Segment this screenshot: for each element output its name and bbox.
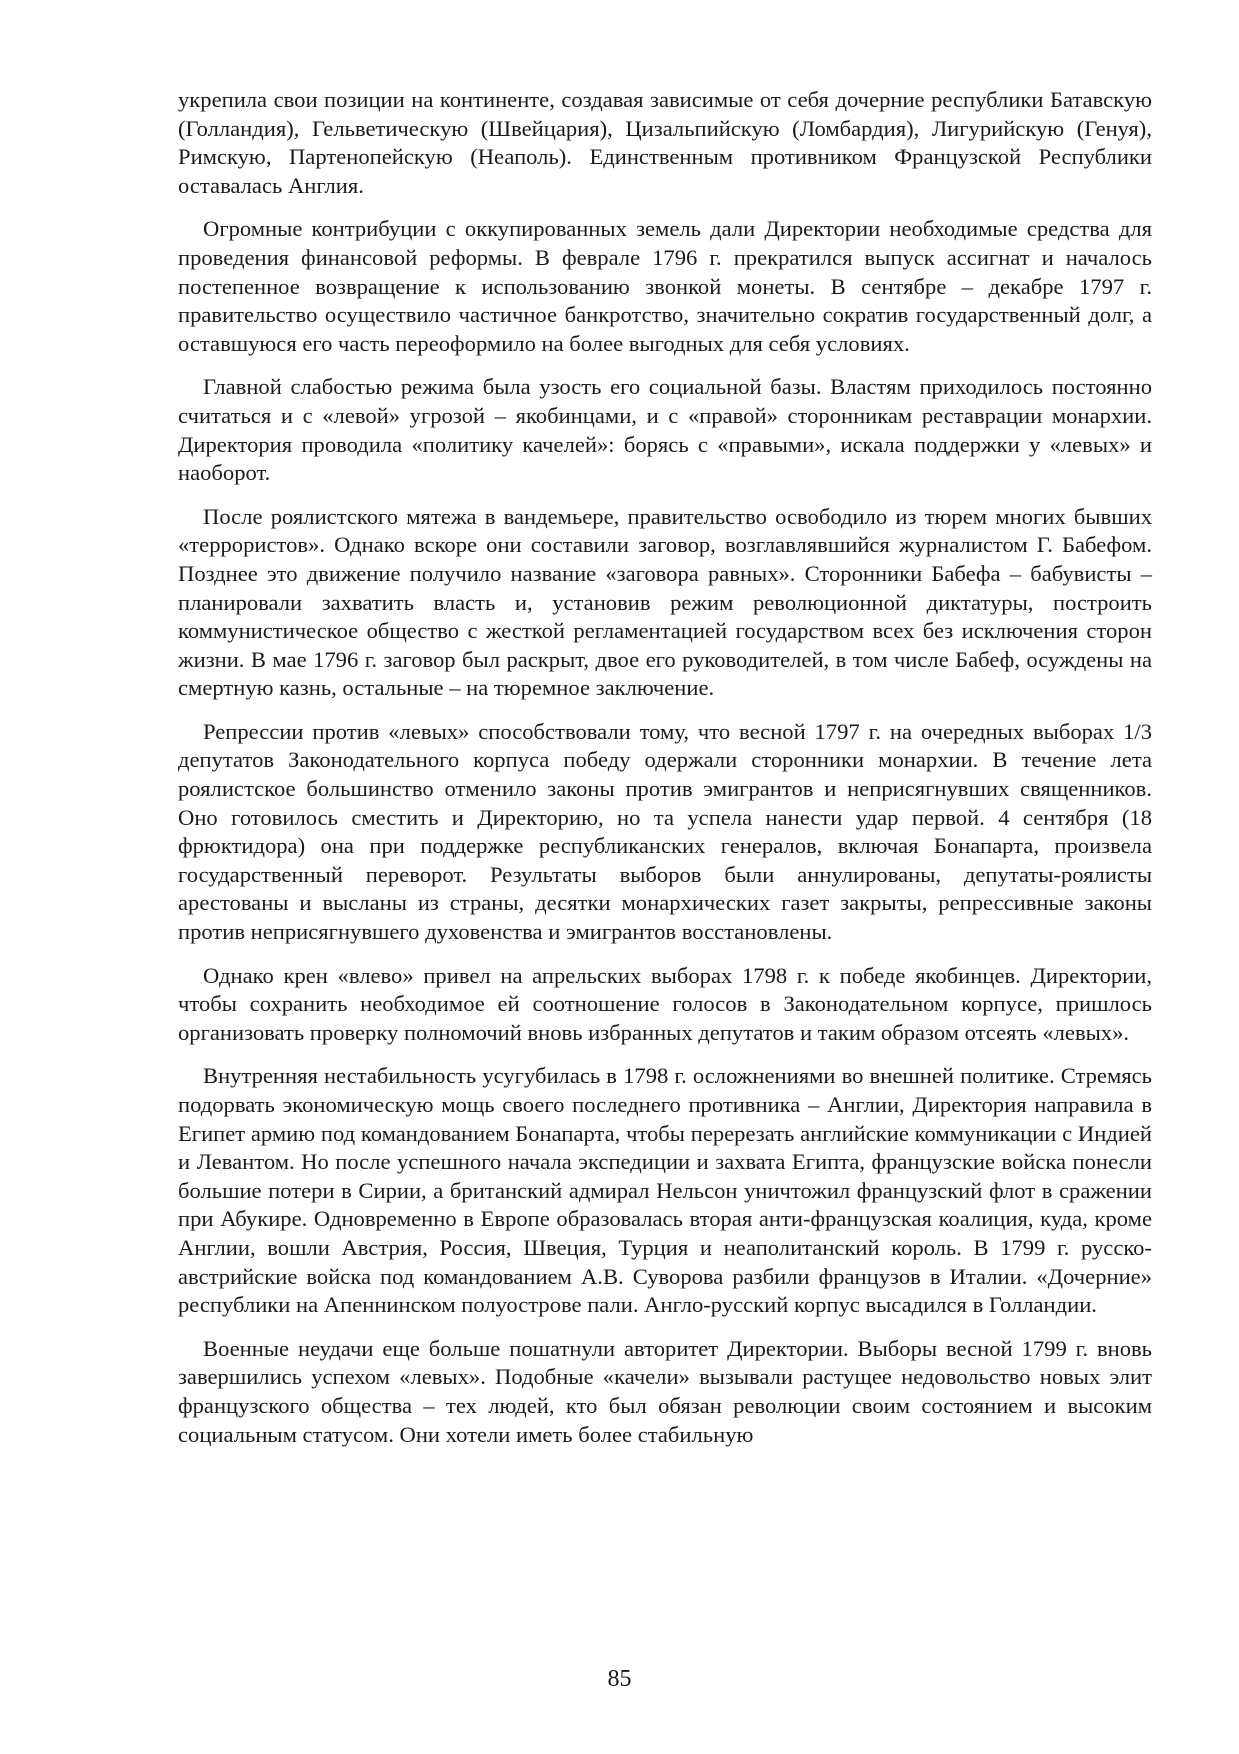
paragraph-foreign-policy: Внутренняя нестабильность усугубилась в 1798 г. осложнениями во внешней политике. Стремясь подорвать экономическую мощь своего последнего противника – Англии, Директория направила в Египет армию под командованием Бонапарта, чтобы перерезать английские коммуникации с Индией и Левантом. Но после успешного начала экспедиции и захвата Египта, французские войска понесли большие потери в Сирии, а британский адмирал Нельсон уничтожил французский флот в сражении при Абукире. Одновременно в Европе образовалась вторая анти-французская коалиция, куда, кроме Англии, вошли Австрия, Россия, Швеция, Турция и неаполитанский король. В 1799 г. русско-австрийские войска под командованием А.В. Суворова разбили французов в Италии. «Дочерние» республики на Апеннинском полуострове пали. Англо-русский корпус высадился в Голландии.: [178, 1063, 1152, 1318]
paragraph-continuation: укрепила свои позиции на континенте, создавая зависимые от себя дочерние республики Батавскую (Голландия), Гельветическую (Швейцария), Цизальпийскую (Ломбардия), Лигурийскую (Генуя), Римскую, Партенопейскую (Неаполь). Единственным противником Французской Республики оставалась Англия.: [178, 87, 1152, 198]
page-number: 85: [607, 1666, 632, 1692]
paragraph-babeuf: После роялистского мятежа в вандемьере, правительство освободило из тюрем многих бывших «террористов». Однако вскоре они составили заговор, возглавлявшийся журналистом Г. Бабефом. Позднее это движение получило название «заговора равных». Сторонники Бабефа – бабувисты – планировали захватить власть и, установив режим революционной диктатуры, построить коммунистическое общество с жесткой регламентацией государством всех без исключения сторон жизни. В мае 1796 г. заговор был раскрыт, двое его руководителей, в том числе Бабеф, осуждены на смертную казнь, остальные – на тюремное заключение.: [178, 503, 1152, 701]
paragraph-weakness: Главной слабостью режима была узость его социальной базы. Властям приходилось постоянно считаться и с «левой» угрозой – якобинцами, и с «правой» сторонникам реставрации монархии. Директория проводила «политику качелей»: борясь с «правыми», искала поддержки у «левых» и наоборот.: [178, 374, 1152, 486]
page-body: [178, 86, 1152, 1464]
paragraph-military-failures: Военные неудачи еще больше пошатнули авторитет Директории. Выборы весной 1799 г. вновь завершились успехом «левых». Подобные «качели» вызывали растущее недовольство новых элит французского общества – тех людей, кто был обязан революции своим состоянием и высоким социальным статусом. Они хотели иметь более стабильную: [178, 1335, 1152, 1447]
paragraph-repressions: Репрессии против «левых» способствовали тому, что весной 1797 г. на очередных выборах 1/3 депутатов Законодательного корпуса победу одержали сторонники монархии. В течение лета роялистское большинство отменило законы против эмигрантов и неприсягнувших священников. Оно готовилось сместить и Директорию, но та успела нанести удар первой. 4 сентября (18 фрюктидора) она при поддержке республиканских генералов, включая Бонапарта, произвела государственный переворот. Результаты выборов были аннулированы, депутаты-роялисты арестованы и высланы из страны, десятки монархических газет закрыты, репрессивные законы против неприсягнувшего духовенства и эмигрантов восстановлены.: [178, 718, 1152, 945]
paragraph-left-shift: Однако крен «влево» привел на апрельских выборах 1798 г. к победе якобинцев. Директории, чтобы сохранить необходимое ей соотношение голосов в Законодательном корпусе, пришлось организовать проверку полномочий вновь избранных депутатов и таким образом отсеять «левых».: [178, 962, 1152, 1045]
paragraph-contributions: Огромные контрибуции с оккупированных земель дали Директории необходимые средства для проведения финансовой реформы. В феврале 1796 г. прекратился выпуск ассигнат и началось постепенное возвращение к использованию звонкой монеты. В сентябре – декабре 1797 г. правительство осуществило частичное банкротство, значительно сократив государственный долг, а оставшуюся его часть переоформило на более выгодных для себя условиях.: [178, 216, 1152, 356]
